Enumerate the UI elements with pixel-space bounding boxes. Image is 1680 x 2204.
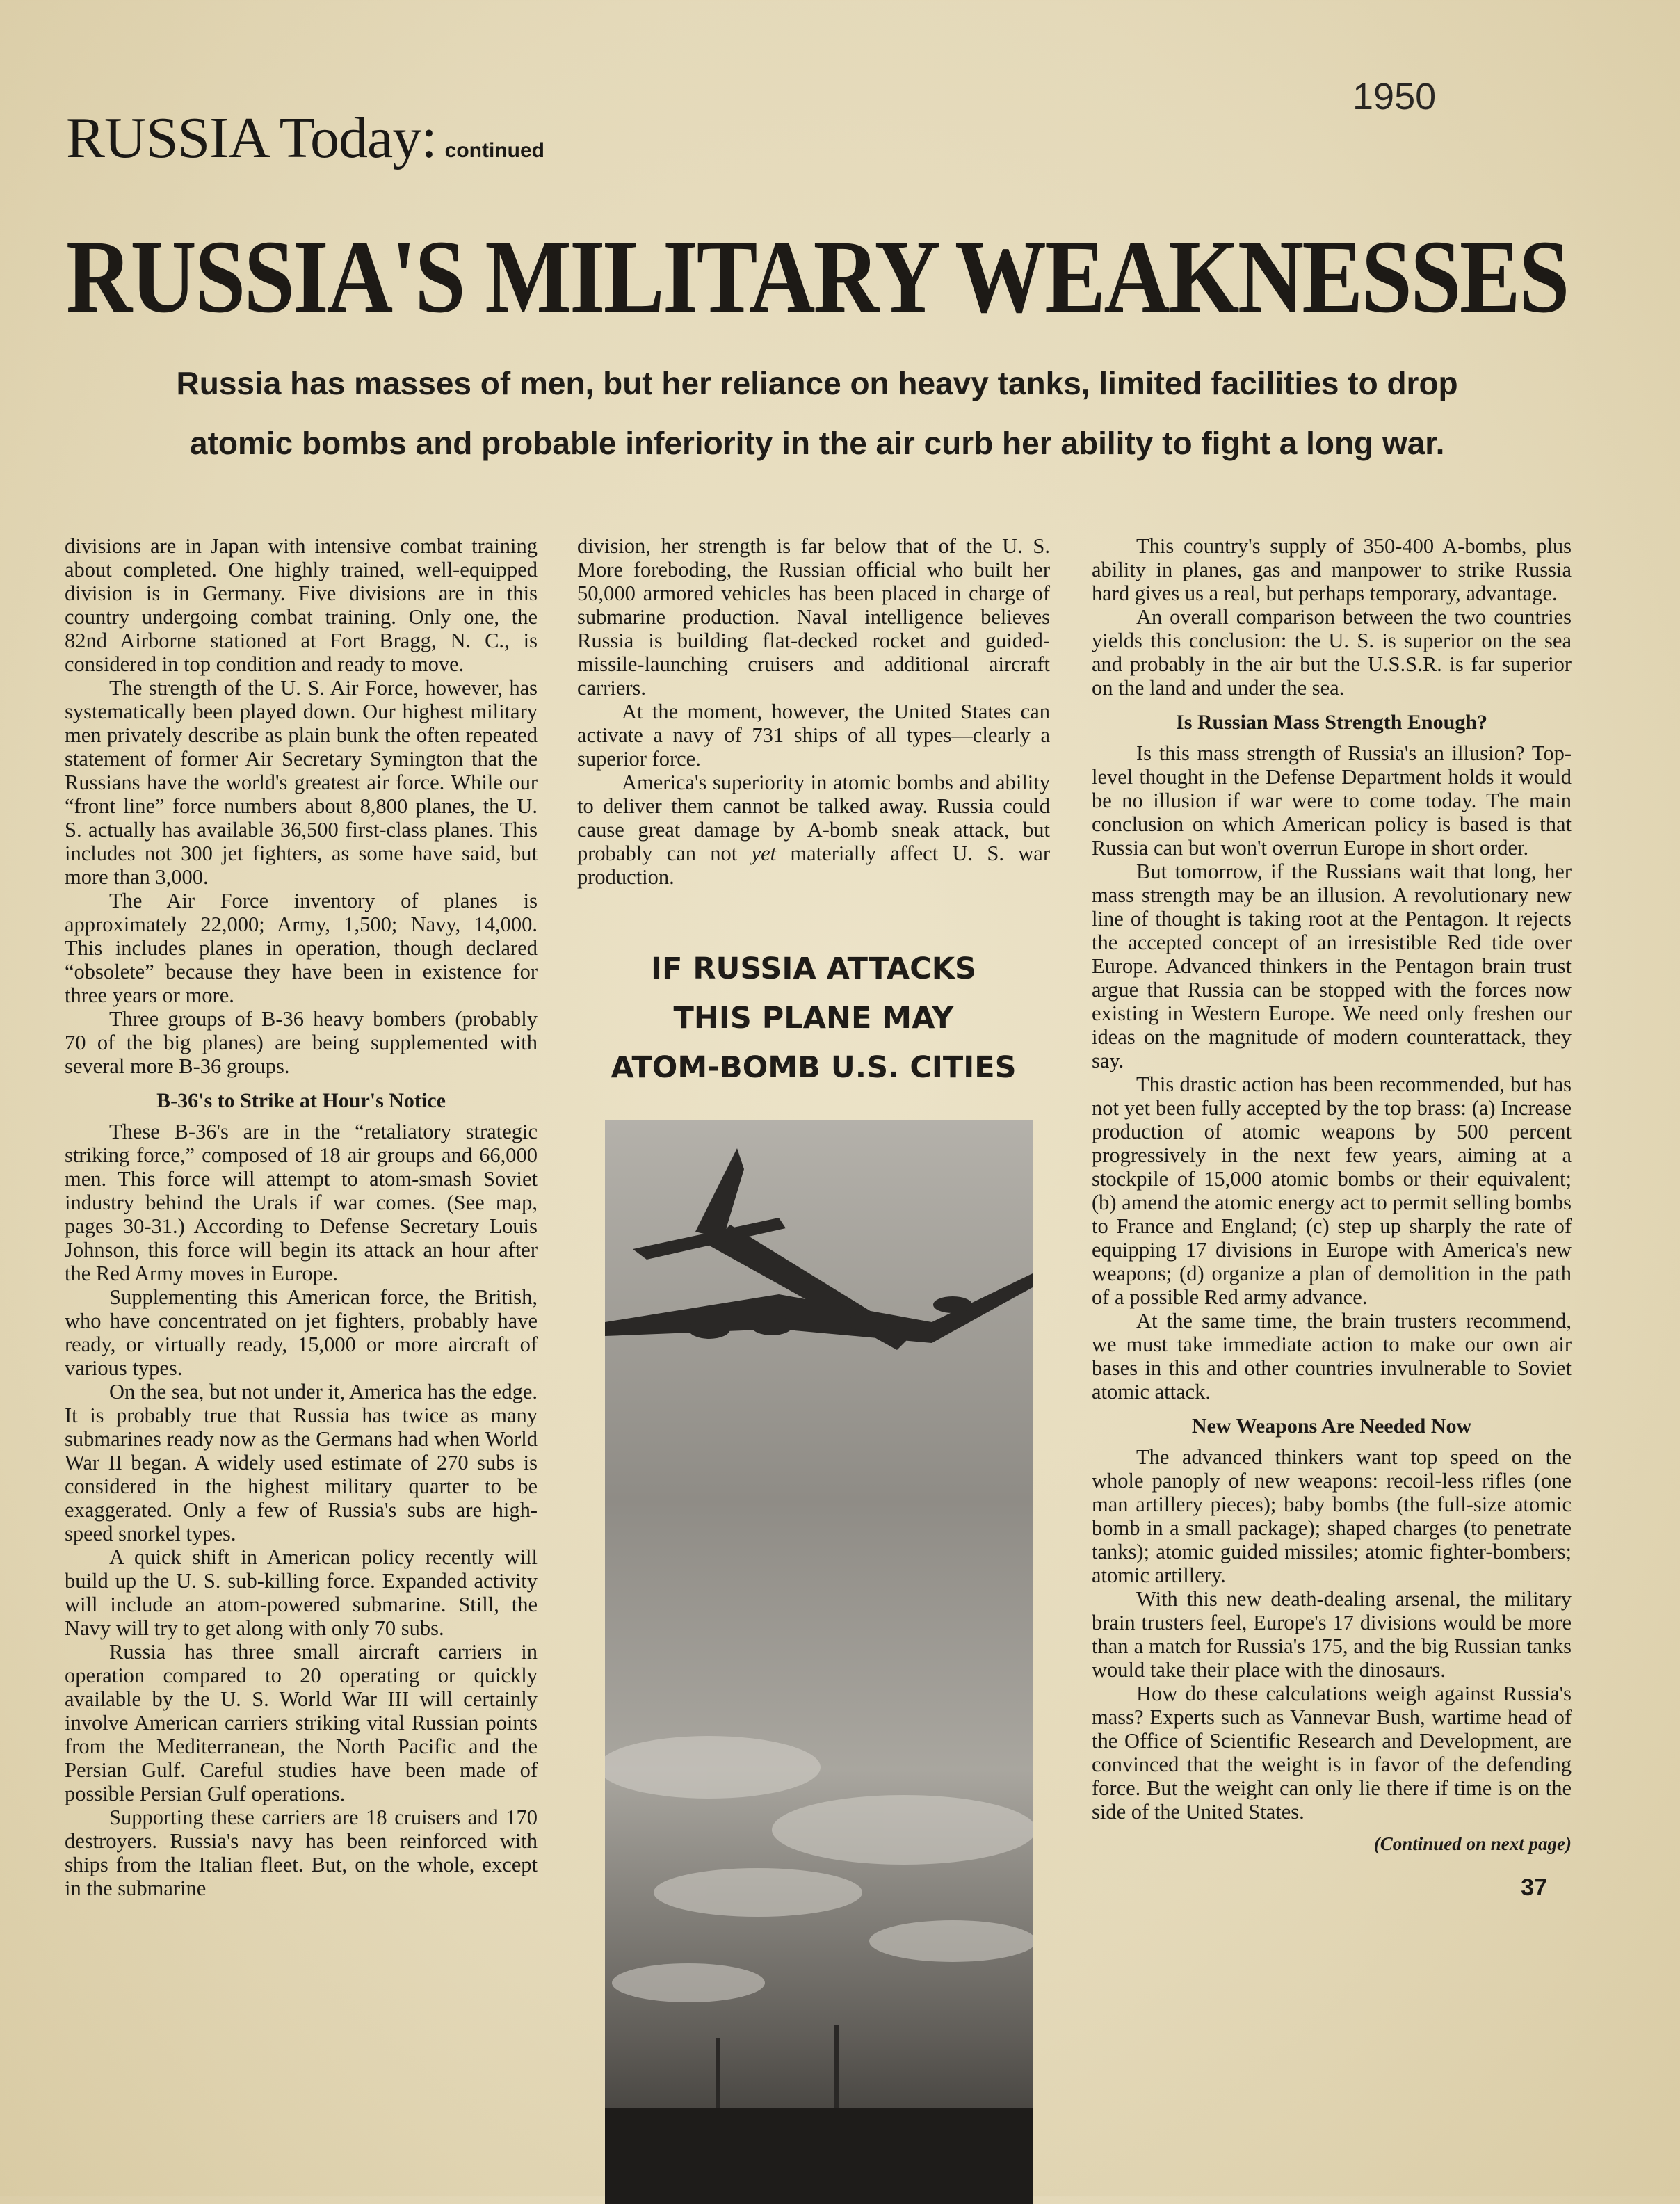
paragraph: Supplementing this American force, the British, who have concentrated on jet fighters, probably have ready, or virtually ready, 15,000 or more aircraft of various types.: [65, 1285, 538, 1380]
article-deck: [66, 353, 1568, 473]
kicker-text: RUSSIA Today:: [66, 106, 437, 170]
text-run: materially affect U. S. war production.: [577, 842, 1051, 889]
page-number: 37: [1521, 1874, 1547, 1901]
paragraph: The Air Force inventory of planes is approximately 22,000; Army, 1,500; Navy, 14,000. This includes planes in operation, though declared “obsolete” because they have been in existence for three years or more.: [65, 889, 538, 1007]
paragraph: Is this mass strength of Russia's an illusion? Top-level thought in the Defense Department holds it would be no illusion if war were to come today. The main conclusion on which American policy is based is that Russia can but won't overrun Europe in short order.: [1092, 741, 1572, 860]
deck-line: atomic bombs and probable inferiority in the air curb her ability to fight a long war.: [190, 425, 1445, 461]
headline-line-box: [577, 1043, 1050, 1093]
year-label: 1950: [1352, 76, 1437, 118]
section-kicker: [66, 104, 544, 172]
paragraph: The strength of the U. S. Air Force, however, has systematically been played down. Our highest military men privately describe as plain bunk the often repeated statement of former Air Secretary Symington that the Russians have the world's greatest air force. While our “front line” force numbers about 8,800 planes, the U. S. actually has available 36,500 first-class planes. This includes not 300 jet fighters, as some have said, but more than 3,000.: [65, 676, 538, 889]
headline-line: THIS PLANE MAY: [673, 1001, 954, 1036]
headline-line-box: [577, 994, 1050, 1043]
paragraph: [577, 771, 1050, 889]
paragraph: But tomorrow, if the Russians wait that long, her mass strength may be an illusion. A revolutionary new line of thought is taking root at the Pentagon. It rejects the accepted concept of an irresistible Red tide over Europe. Advanced thinkers in the Pentagon brain trust argue that Russia can be stopped with the forces now existing in Western Europe. We need only freshen our ideas on the magnitude of modern counterattack, they say.: [1092, 860, 1572, 1072]
subheading: New Weapons Are Needed Now: [1191, 1415, 1472, 1438]
paragraph: A quick shift in American policy recently will build up the U. S. sub-killing force. Expanded activity will include an atom-powered submarine. Still, the Navy will try to get along with only 70 subs.: [65, 1545, 538, 1640]
text-run: America's superiority in atomic bombs and ability to deliver them cannot be talked away. Russia could cause great damage by A-bomb sneak attack, but probably can not: [577, 771, 1050, 865]
paragraph: At the moment, however, the United States can activate a navy of 731 ships of all types—clearly a superior force.: [577, 700, 1050, 771]
photo-headline: [577, 944, 1050, 1093]
subheading: B-36's to Strike at Hour's Notice: [156, 1089, 446, 1112]
crowd: [605, 2108, 1033, 2204]
bomber-photo-image: [605, 1120, 1033, 2204]
article-title: [66, 219, 1568, 335]
paragraph: divisions are in Japan with intensive combat training about completed. One highly trained, well-equipped division is in Germany. Five divisions are in this country undergoing combat training. Only one, the 82nd Airborne stationed at Fort Bragg, N. C., is considered in top condition and ready to move.: [65, 534, 538, 676]
column-3: [1092, 534, 1572, 1901]
headline-line: IF RUSSIA ATTACKS: [651, 951, 977, 986]
paragraph: How do these calculations weigh against Russia's mass? Experts such as Vannevar Bush, wartime head of the Office of Scientific Research and Development, are convinced that the weight is in favor of the defending force. But the weight can only lie there if time is on the side of the United States.: [1092, 1682, 1572, 1824]
paragraph: This drastic action has been recommended, but has not yet been fully accepted by the top brass: (a) Increase production of atomic weapons by 500 percent progressively in the next few years, aiming at a stockpile of 15,000 atomic bombs or their equivalent; (b) amend the atomic energy act to permit selling bombs to France and England; (c) step up sharply the rate of equipping 17 divisions in Europe with America's new weapons; (d) organize a plan of demolition in the path of a possible Red army advance.: [1092, 1072, 1572, 1309]
subheading: Is Russian Mass Strength Enough?: [1176, 711, 1487, 734]
paragraph: At the same time, the brain trusters recommend, we must take immediate action to make our own air bases in this and other countries invulnerable to Soviet atomic attack.: [1092, 1309, 1572, 1403]
b36-bomber-photo: [605, 1120, 1033, 2204]
paragraph: An overall comparison between the two countries yields this conclusion: the U. S. is superior on the sea and probably in the air but the U.S.S.R. is far superior on the land and under the sea.: [1092, 605, 1572, 700]
headline-line-box: [577, 944, 1050, 994]
kicker-suffix: continued: [444, 139, 544, 162]
paragraph: The advanced thinkers want top speed on the whole panoply of new weapons: recoil-less rifles (one man artillery pieces); baby bombs (the full-size atomic bomb in a small package); shaped charges (to penetrate tanks); atomic guided missiles; atomic fighter-bombers; atomic artillery.: [1092, 1445, 1572, 1587]
paragraph: This country's supply of 350-400 A-bombs, plus ability in planes, gas and manpower to strike Russia hard gives us a real, but perhaps temporary, advantage.: [1092, 534, 1572, 605]
deck-line-box: [66, 353, 1568, 413]
column-2: [577, 534, 1050, 2204]
emphasis: yet: [751, 842, 777, 865]
paragraph: division, her strength is far below that of the U. S. More foreboding, the Russian official who built her 50,000 armored vehicles has been placed in charge of submarine production. Naval intelligence believes Russia is building flat-decked rocket and guided-missile-launching cruisers and additional aircraft carriers.: [577, 534, 1050, 700]
article-title-text: RUSSIA'S MILITARY WEAKNESSES: [66, 219, 1568, 335]
headline-line: ATOM-BOMB U.S. CITIES: [611, 1050, 1017, 1085]
paragraph: On the sea, but not under it, America has the edge. It is probably true that Russia has twice as many submarines ready now as the Germans had when World War II began. A widely used estimate of 270 subs is considered in the highest military quarter to be exaggerated. Only a few of Russia's subs are high-speed snorkel types.: [65, 1380, 538, 1545]
column-1: [65, 534, 538, 1900]
deck-line-box: [66, 413, 1568, 473]
paragraph: With this new death-dealing arsenal, the military brain trusters feel, Europe's 17 divisions would be more than a match for Russia's 175, and the big Russian tanks would take their place with the dinosaurs.: [1092, 1587, 1572, 1682]
paragraph: Supporting these carriers are 18 cruisers and 170 destroyers. Russia's navy has been reinforced with ships from the Italian fleet. But, on the whole, except in the submarine: [65, 1805, 538, 1900]
deck-line: Russia has masses of men, but her reliance on heavy tanks, limited facilities to drop: [176, 365, 1458, 401]
paragraph: Three groups of B-36 heavy bombers (probably 70 of the big planes) are being supplemented with several more B-36 groups.: [65, 1007, 538, 1078]
continued-note: (Continued on next page): [1373, 1833, 1572, 1854]
paragraph: These B-36's are in the “retaliatory strategic striking force,” composed of 18 air groups and 66,000 men. This force will attempt to atom-smash Soviet industry behind the Urals if war comes. (See map, pages 30-31.) According to Defense Secretary Louis Johnson, this force will begin its attack an hour after the Red Army moves in Europe.: [65, 1120, 538, 1285]
paragraph: Russia has three small aircraft carriers in operation compared to 20 operating or quickly available by the U. S. World War III will certainly involve American carriers striking vital Russian points from the Mediterranean, the North Pacific and the Persian Gulf. Careful studies have been made of possible Persian Gulf operations.: [65, 1640, 538, 1805]
